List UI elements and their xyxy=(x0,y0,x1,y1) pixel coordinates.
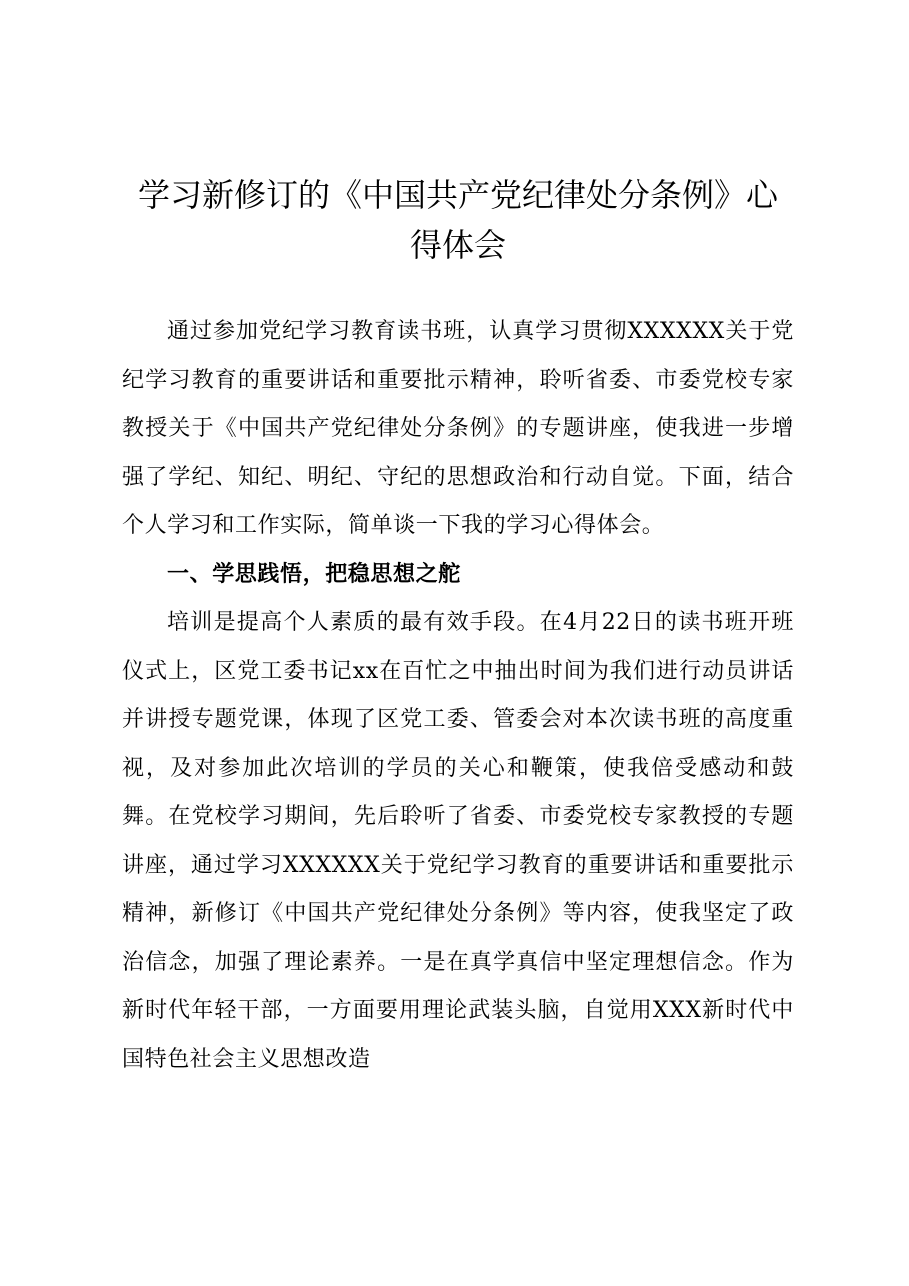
title-line-1: 学习新修订的《中国共产党纪律处分条例》心 xyxy=(137,176,778,214)
intro-paragraph: 通过参加党纪学习教育读书班，认真学习贯彻XXXXXX关于党纪学习教育的重要讲话和重要批示精神，聆听省委、市委党校专家教授关于《中国共产党纪律处分条例》的专题讲座，使我进一步增强了学纪、知纪、明纪、守纪的思想政治和行动自觉。下面，结合个人学习和工作实际，简单谈一下我的学习心得体会。 xyxy=(122,319,794,538)
section-heading: 一、学思践悟，把稳思想之舵 xyxy=(167,561,461,587)
section-paragraph: 培训是提高个人素质的最有效手段。在4月22日的读书班开班仪式上，区党工委书记xx在百忙之中抽出时间为我们进行动员讲话并讲授专题党课，体现了区党工委、管委会对本次读书班的高度重视，及对参加此次培训的学员的关心和鞭策，使我倍受感动和鼓舞。在党校学习期间，先后聆听了省委、市委党校专家教授的专题讲座，通过学习XXXXXX关于党纪学习教育的重要讲话和重要批示精神，新修订《中国共产党纪律处分条例》等内容，使我坚定了政治信念，加强了理论素养。一是在真学真信中坚定理想信念。作为新时代年轻干部，一方面要用理论武装头脑，自觉用XXX新时代中国特色社会主义思想改造 xyxy=(122,610,794,1072)
document-body xyxy=(122,308,794,1084)
title-line-2: 得体会 xyxy=(409,226,506,264)
page-title xyxy=(118,170,798,270)
